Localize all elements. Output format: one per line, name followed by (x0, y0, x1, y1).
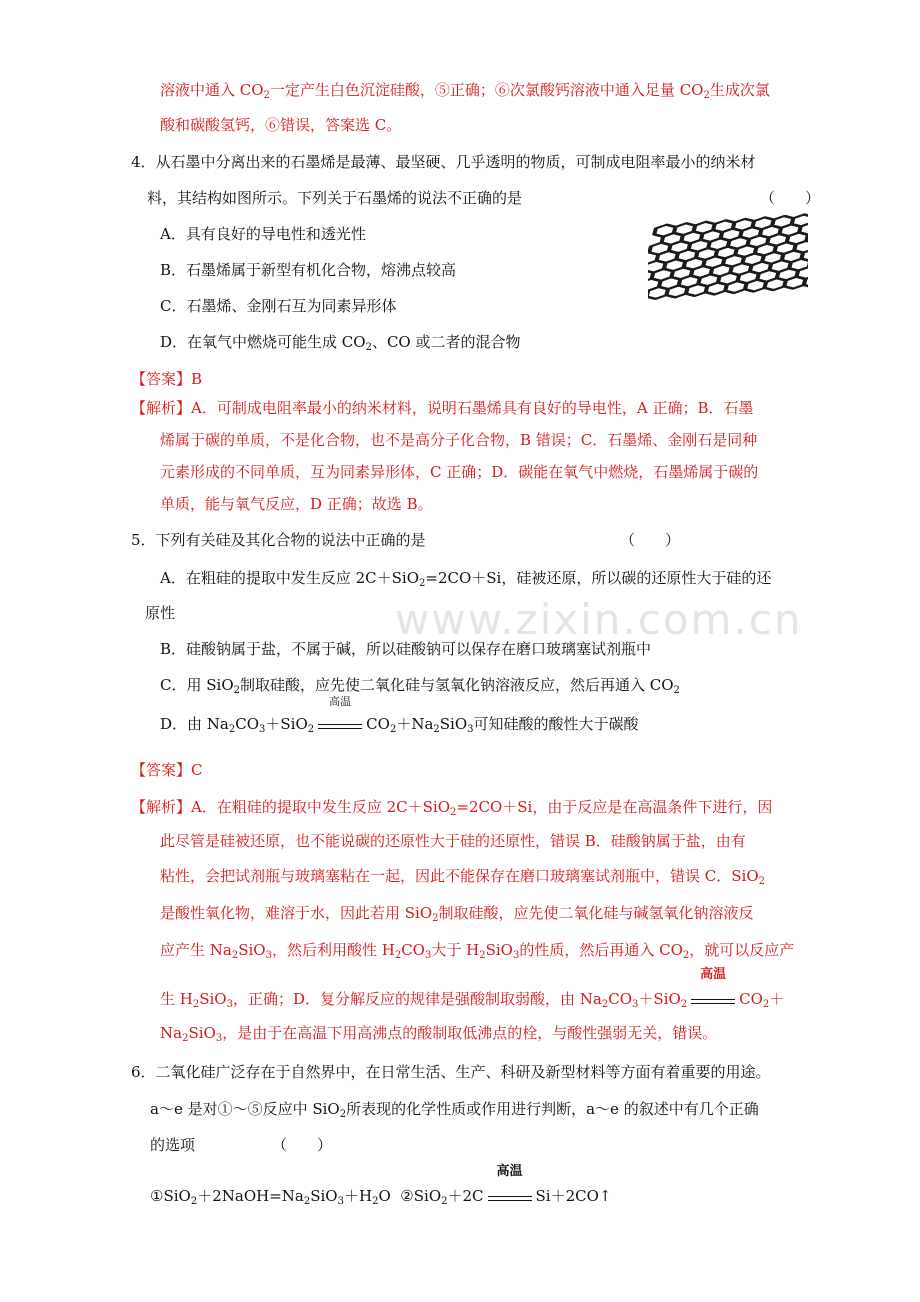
q6-reactions (150, 1164, 612, 1207)
q4-option-d: D．在氧气中燃烧可能生成 $CO_2$、CO 或二者的混合物 (160, 333, 521, 353)
q5-explanation-line-4: 是酸性氧化物，难溶于水，因此若用 SiO$_2$制取硅酸，应先使二氧化硅与碱氢氧化钠溶液反 (160, 904, 754, 924)
q4-option-c: C．石墨烯、金刚石互为同素异形体 (160, 297, 397, 315)
q4-explanation-line-4: 单质，能与氧气反应，D 正确；故选 B。 (160, 495, 433, 513)
graphene-structure-image (648, 208, 808, 308)
reaction-1: $①SiO_2+2NaOH=Na_2SiO_3+H_2O$ (150, 1187, 391, 1207)
q6-stem-line-3: 的选项 (150, 1136, 196, 1154)
q6-stem-line-2: a～e 是对①～⑤反应中 SiO$_2$所表现的化学性质或作用进行判断，a～e 的叙述中有几个正确 (150, 1100, 759, 1120)
q4-stem-line-2: 料，其结构如图所示。下列关于石墨烯的说法不正确的是 (147, 189, 523, 207)
q4-option-b: B．石墨烯属于新型有机化合物，熔沸点较高 (160, 261, 457, 279)
q4-explanation-line-2: 烯属于碳的单质，不是化合物，也不是高分子化合物，B 错误；C．石墨烯、金刚石是同种 (160, 431, 758, 449)
q4-stem-line-1: 4．从石墨中分离出来的石墨烯是最薄、最坚硬、几乎透明的物质，可制成电阻率最小的纳米材 (131, 153, 756, 171)
q4-answer-bracket: （ ） (760, 189, 821, 207)
q5-explanation-line-1: 【解析】A．在粗硅的提取中发生反应 2C＋SiO$_2$=2CO＋Si，由于反应是在高温条件下进行，因 (131, 798, 773, 818)
q5-stem: 5．下列有关硅及其化合物的说法中正确的是 (131, 531, 426, 549)
q4-explanation-line-1: 【解析】A．可制成电阻率最小的纳米材料，说明石墨烯具有良好的导电性，A 正确；B．石墨 (131, 399, 754, 417)
q4-explanation-line-3: 元素形成的不同单质，互为同素异形体，C 正确；D．碳能在氧气中燃烧，石墨烯属于碳的 (160, 463, 759, 481)
q3-tail-line-1: 溶液中通入 $CO_2$一定产生白色沉淀硅酸，⑤正确；⑥次氯酸钙溶液中通入足量 $CO_2$生成次氯 (160, 81, 770, 101)
q6-stem-line-1: 6．二氧化硅广泛存在于自然界中，在日常生活、生产、科研及新型材料等方面有着重要的用途。 (131, 1063, 771, 1081)
q5-option-b: B．硅酸钠属于盐，不属于碱，所以硅酸钠可以保存在磨口玻璃塞试剂瓶中 (160, 640, 652, 658)
q5-answer-bracket: （ ） (620, 531, 681, 549)
q5-option-d: D．由 $Na_2CO_3+SiO_2$ 高温 $CO_2+Na_2SiO_3$可知硅酸的酸性大于碳酸 (160, 695, 639, 735)
high-temp-condition: 高温 (318, 713, 362, 729)
q4-answer: 【答案】B (131, 370, 203, 388)
watermark: www.zixin.com.cn (395, 595, 803, 644)
reaction-2: ②SiO$_2$＋2C 高温 Si＋2CO↑ (400, 1164, 612, 1207)
q5-explanation-line-5: 应产生 $Na_2SiO_3$，然后利用酸性 $H_2CO_3$大于 $H_2SiO_3$的性质，然后再通入 $CO_2$，就可以反应产 (160, 941, 795, 961)
q5-option-a-line-2: 原性 (145, 604, 176, 622)
q4-option-a: A．具有良好的导电性和透光性 (160, 225, 366, 243)
q5-answer: 【答案】C (131, 761, 203, 779)
high-temp-condition: 高温 (691, 988, 735, 1004)
q3-tail-line-2: 酸和碳酸氢钙，⑥错误，答案选 C。 (160, 116, 402, 134)
q5-option-c: C．用 SiO$_2$制取硅酸，应先使二氧化硅与氢氧化钠溶液反应，然后再通入 $CO_2$ (160, 676, 680, 696)
q6-answer-bracket: （ ） (272, 1136, 333, 1154)
q5-explanation-line-7: $Na_2SiO_3$，是由于在高温下用高沸点的酸制取低沸点的栓，与酸性强弱无关，错误。 (160, 1024, 718, 1044)
high-temp-condition: 高温 (488, 1185, 532, 1201)
q5-explanation-line-2: 此尽管是硅被还原，也不能说碳的还原性大于硅的还原性，错误 B．硅酸钠属于盐，由有 (160, 832, 746, 850)
q5-explanation-line-3: 粘性，会把试剂瓶与玻璃塞粘在一起，因此不能保存在磨口玻璃塞试剂瓶中，错误 C．SiO$_2$ (160, 867, 765, 887)
q5-explanation-line-6: 生 $H_2SiO_3$，正确；D．复分解反应的规律是强酸制取弱酸，由 $Na_2CO_3+SiO_2$ 高温 $CO_2+$ (160, 967, 785, 1010)
q5-option-a-line-1: A．在粗硅的提取中发生反应 2C＋SiO$_2$=2CO＋Si，硅被还原，所以碳的还原性大于硅的还 (160, 569, 772, 589)
